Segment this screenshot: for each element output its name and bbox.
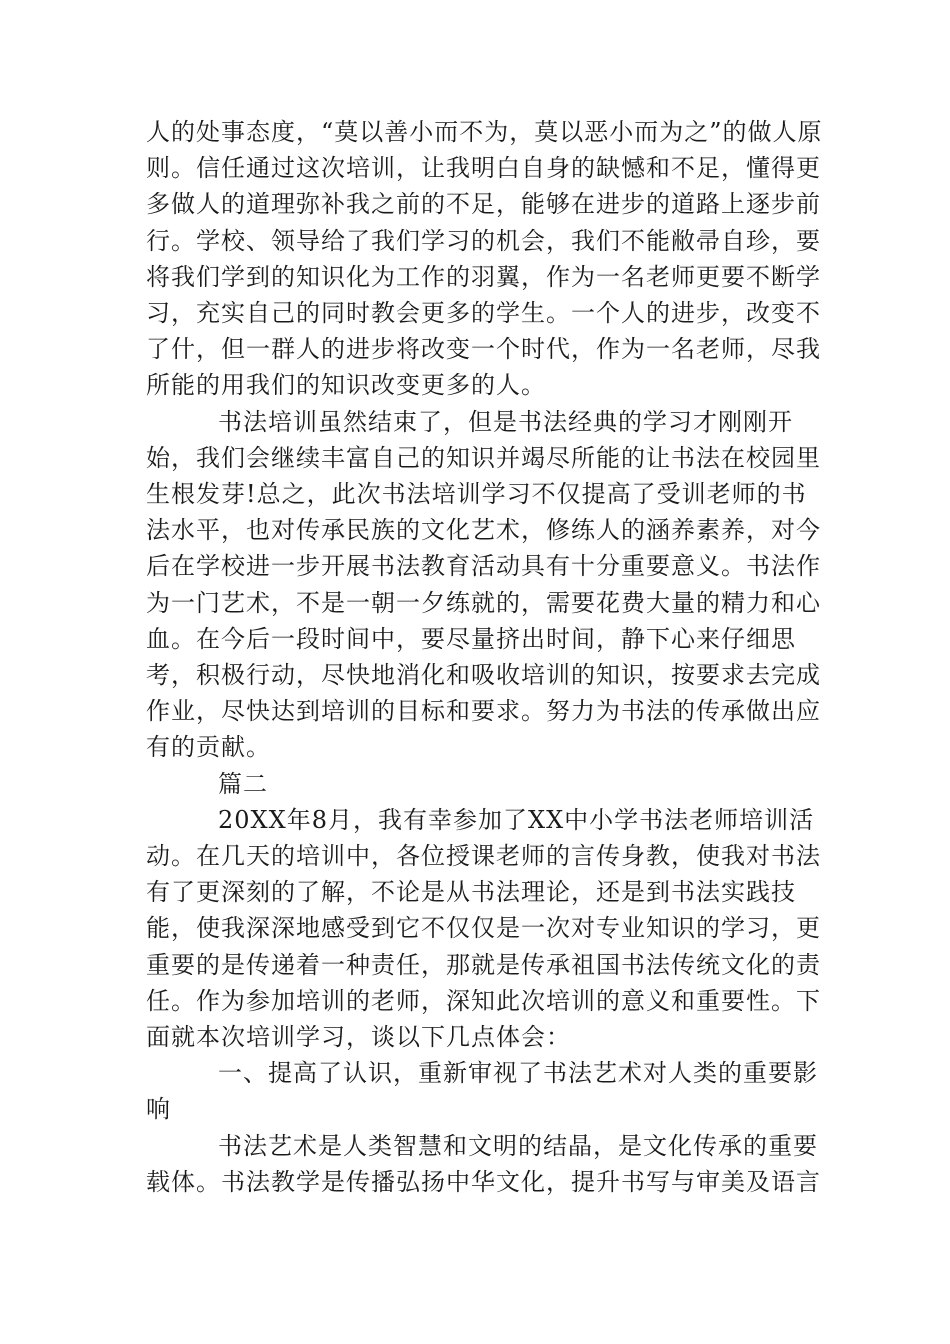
- document-body: [146, 114, 826, 1200]
- paragraph-continuation: 人的处事态度，“莫以善小而不为，莫以恶小而为之”的做人原则。信任通过这次培训，让我明白自身的缺憾和不足，懂得更多做人的道理弥补我之前的不足，能够在进步的道路上逐步前行。学校、领导给了我们学习的机会，我们不能敝帚自珍，要将我们学到的知识化为工作的羽翼，作为一名老师更要不断学习，充实自己的同时教会更多的学生。一个人的进步，改变不了什，但一群人的进步将改变一个时代，作为一名老师，尽我所能的用我们的知识改变更多的人。: [146, 118, 823, 400]
- paragraph-calligraphy-art: 书法艺术是人类智慧和文明的结晶，是文化传承的重要载体。书法教学是传播弘扬中华文化，提升书写与审美及语言: [146, 1131, 821, 1196]
- section-heading-part-two: 篇二: [218, 769, 268, 798]
- paragraph-calligraphy-training: 书法培训虽然结束了，但是书法经典的学习才刚刚开始，我们会继续丰富自己的知识并竭尽所能的让书法在校园里生根发芽!总之，此次书法培训学习不仅提高了受训老师的书法水平，也对传承民族的文化艺术，修练人的涵养素养，对今后在学校进一步开展书法教育活动具有十分重要意义。书法作为一门艺术，不是一朝一夕练就的，需要花费大量的精力和心血。在今后一段时间中，要尽量挤出时间，静下心来仔细思考，积极行动，尽快地消化和吸收培训的知识，按要求去完成作业，尽快达到培训的目标和要求。努力为书法的传承做出应有的贡献。: [146, 407, 821, 762]
- paragraph-training-intro: 20XX年8月，我有幸参加了XX中小学书法老师培训活动。在几天的培训中，各位授课老师的言传身教，使我对书法有了更深刻的了解，不论是从书法理论，还是到书法实践技能，使我深深地感受到它不仅仅是一次对专业知识的学习，更重要的是传递着一种责任，那就是传承祖国书法传统文化的责任。作为参加培训的老师，深知此次培训的意义和重要性。下面就本次培训学习，谈以下几点体会：: [146, 805, 821, 1052]
- subheading-point-one: 一、提高了认识，重新审视了书法艺术对人类的重要影响: [146, 1059, 818, 1124]
